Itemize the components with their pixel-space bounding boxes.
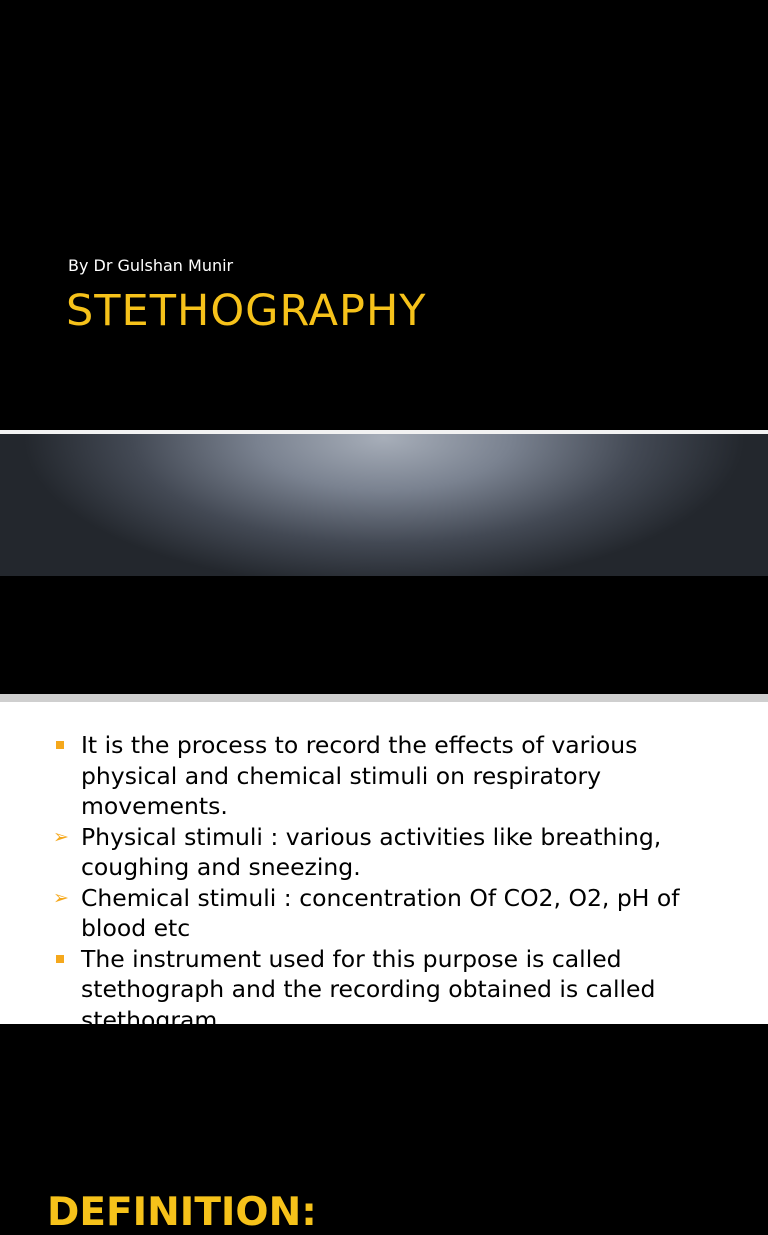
bullet-text: Physical stimuli : various activities like breathing, coughing and sneezing. [81,822,662,881]
bullet-item [0,883,768,944]
header-divider [0,694,768,702]
presentation-title: STETHOGRAPHY [66,286,427,336]
bullet-text: It is the process to record the effects of various physical and chemical stimuli on respiratory movements. [81,731,638,820]
square-bullet-icon [56,955,64,963]
arrow-bullet-icon: ➢ [53,825,69,848]
square-bullet-icon [56,741,64,749]
arrow-bullet-icon: ➢ [53,886,69,909]
bullet-item [0,822,768,883]
decorative-gradient-band [0,434,768,576]
bullet-item [0,944,768,1036]
author-byline: By Dr Gulshan Munir [68,256,234,275]
title-slide [0,0,768,430]
definition-heading: DEFINITION: [47,1190,317,1235]
bullet-item [0,730,768,822]
definition-bullet-list [0,730,768,1035]
bullet-text: The instrument used for this purpose is called stethograph and the recording obtained is called stethogram. [81,944,656,1034]
bullet-text: Chemical stimuli : concentration Of CO2, O2, pH of blood etc [81,883,680,942]
